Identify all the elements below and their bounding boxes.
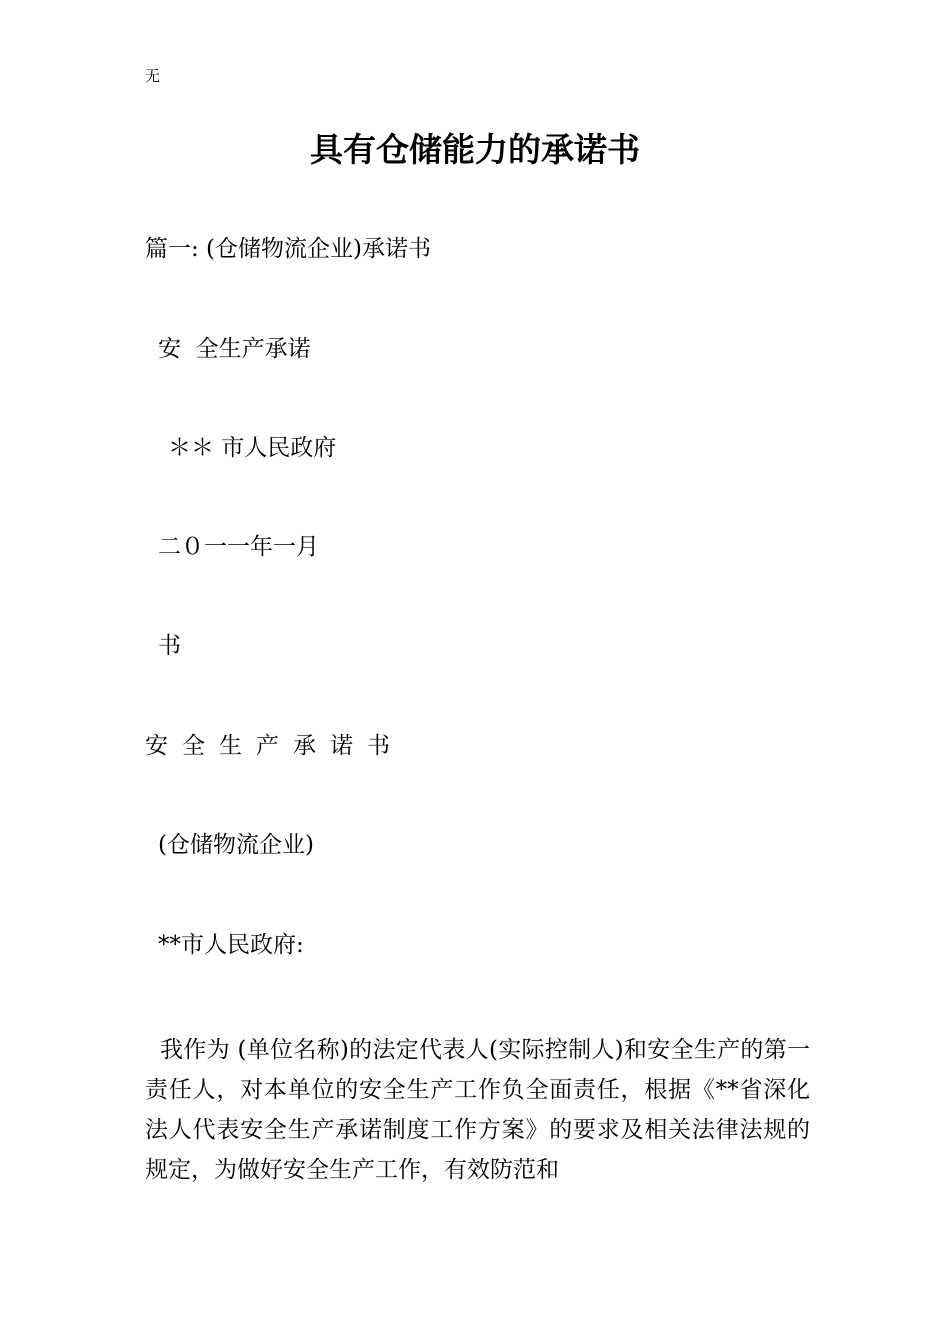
header-mark: 无 (145, 67, 161, 85)
addressee: **市人民政府: (158, 932, 304, 958)
cover-issuer: ＊＊ 市人民政府 (168, 435, 337, 461)
document-title: 具有仓储能力的承诺书 (310, 130, 640, 169)
section-heading: 篇一: (仓储物流企业)承诺书 (145, 236, 432, 262)
cover-title: 安 全生产承诺 (158, 336, 311, 362)
body-paragraph: 我作为 (单位名称)的法定代表人(实际控制人)和安全生产的第一责任人，对本单位的安全生产工作负全面责任，根据《**省深化法人代表安全生产承诺制度工作方案》的要求及相关法律法规的规定，为做好安全生产工作，有效防范和 (145, 1037, 810, 1183)
main-title: 安全生产承诺书 (145, 733, 404, 759)
subtitle: (仓储物流企业) (158, 832, 314, 858)
cover-date: 二０一一年一月 (158, 534, 319, 560)
cover-book: 书 (158, 633, 181, 659)
